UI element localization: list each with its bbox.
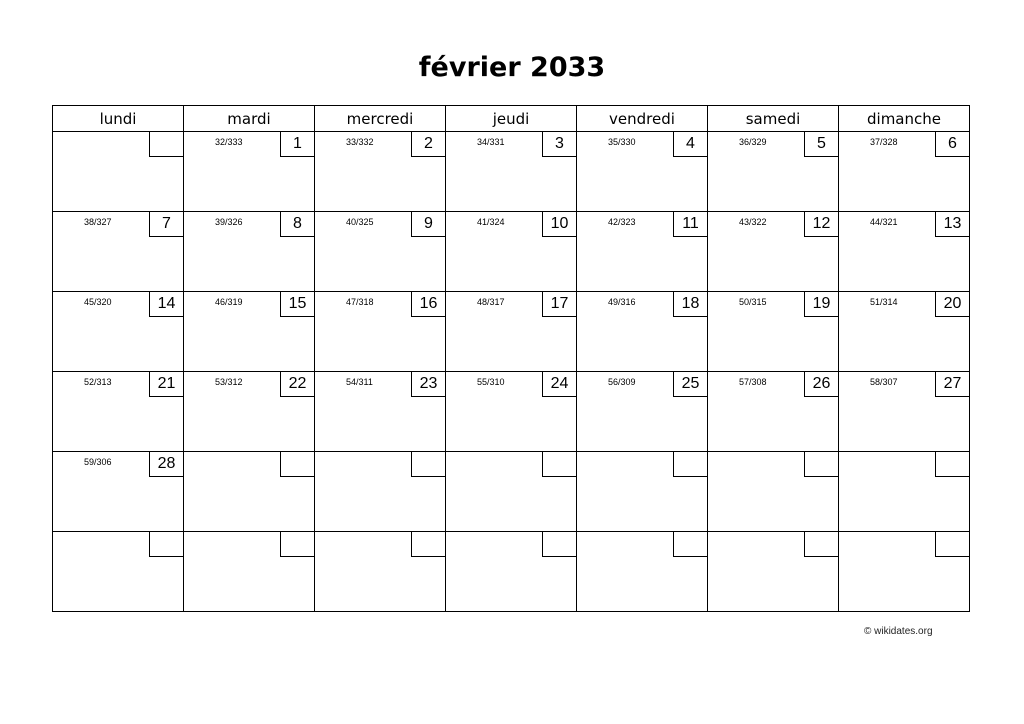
day-cell — [708, 532, 839, 612]
day-cell — [708, 372, 839, 452]
day-cell — [839, 532, 970, 612]
day-cell — [446, 452, 577, 532]
day-number: 18 — [673, 292, 707, 317]
day-number — [149, 132, 183, 157]
day-of-year: 40/325 — [346, 217, 374, 227]
day-of-year: 57/308 — [739, 377, 767, 387]
day-number — [411, 532, 445, 557]
day-cell — [577, 372, 708, 452]
day-cell — [708, 452, 839, 532]
day-cell — [184, 292, 315, 372]
weekday-header: samedi — [708, 106, 839, 132]
day-of-year: 41/324 — [477, 217, 505, 227]
day-number — [542, 532, 576, 557]
page-title: février 2033 — [418, 52, 606, 83]
day-cell — [708, 132, 839, 212]
day-number: 4 — [673, 132, 707, 157]
day-number — [542, 452, 576, 477]
day-of-year: 59/306 — [84, 457, 112, 467]
day-number: 9 — [411, 212, 445, 237]
day-number: 13 — [935, 212, 969, 237]
day-number: 20 — [935, 292, 969, 317]
day-cell — [53, 532, 184, 612]
day-cell — [53, 452, 184, 532]
day-number: 5 — [804, 132, 838, 157]
day-number: 15 — [280, 292, 314, 317]
day-of-year: 51/314 — [870, 297, 898, 307]
day-of-year: 32/333 — [215, 137, 243, 147]
day-number — [280, 532, 314, 557]
day-of-year: 42/323 — [608, 217, 636, 227]
day-of-year: 46/319 — [215, 297, 243, 307]
day-cell — [315, 212, 446, 292]
day-number — [804, 532, 838, 557]
day-of-year: 54/311 — [346, 377, 373, 387]
day-cell — [708, 292, 839, 372]
day-number: 23 — [411, 372, 445, 397]
day-number — [149, 532, 183, 557]
day-of-year: 35/330 — [608, 137, 636, 147]
day-number: 3 — [542, 132, 576, 157]
week-row — [53, 532, 970, 612]
day-cell — [577, 532, 708, 612]
day-of-year: 49/316 — [608, 297, 636, 307]
day-number: 21 — [149, 372, 183, 397]
day-number: 24 — [542, 372, 576, 397]
week-row — [53, 212, 970, 292]
day-cell — [839, 452, 970, 532]
day-cell — [446, 532, 577, 612]
day-number: 14 — [149, 292, 183, 317]
day-cell — [315, 132, 446, 212]
day-cell — [53, 372, 184, 452]
day-cell — [315, 372, 446, 452]
day-cell — [315, 532, 446, 612]
day-number: 16 — [411, 292, 445, 317]
day-number: 22 — [280, 372, 314, 397]
day-of-year: 48/317 — [477, 297, 505, 307]
weekday-header: mardi — [184, 106, 315, 132]
day-cell — [446, 212, 577, 292]
day-of-year: 45/320 — [84, 297, 112, 307]
day-number — [804, 452, 838, 477]
day-cell — [577, 292, 708, 372]
day-of-year: 53/312 — [215, 377, 243, 387]
day-cell — [577, 452, 708, 532]
day-number: 11 — [673, 212, 707, 237]
day-cell — [839, 372, 970, 452]
copyright-notice: © wikidates.org — [864, 626, 933, 637]
day-cell — [839, 212, 970, 292]
day-number: 19 — [804, 292, 838, 317]
day-number — [935, 452, 969, 477]
day-of-year: 34/331 — [477, 137, 505, 147]
day-cell — [446, 292, 577, 372]
day-number: 10 — [542, 212, 576, 237]
day-of-year: 37/328 — [870, 137, 898, 147]
day-number: 7 — [149, 212, 183, 237]
day-number — [673, 452, 707, 477]
day-cell — [53, 292, 184, 372]
day-number — [935, 532, 969, 557]
week-row — [53, 452, 970, 532]
day-number — [411, 452, 445, 477]
day-cell — [53, 132, 184, 212]
day-of-year: 52/313 — [84, 377, 112, 387]
day-cell — [184, 132, 315, 212]
day-number: 26 — [804, 372, 838, 397]
day-number: 25 — [673, 372, 707, 397]
day-number: 8 — [280, 212, 314, 237]
day-cell — [446, 132, 577, 212]
weekday-header: mercredi — [315, 106, 446, 132]
day-of-year: 58/307 — [870, 377, 898, 387]
day-of-year: 44/321 — [870, 217, 898, 227]
weekday-header: vendredi — [577, 106, 708, 132]
day-of-year: 36/329 — [739, 137, 767, 147]
day-of-year: 55/310 — [477, 377, 505, 387]
day-number: 17 — [542, 292, 576, 317]
day-of-year: 47/318 — [346, 297, 374, 307]
day-cell — [315, 292, 446, 372]
weekday-header: lundi — [53, 106, 184, 132]
day-cell — [446, 372, 577, 452]
day-cell — [184, 532, 315, 612]
day-of-year: 43/322 — [739, 217, 767, 227]
day-cell — [184, 212, 315, 292]
day-of-year: 38/327 — [84, 217, 112, 227]
day-number: 6 — [935, 132, 969, 157]
day-of-year: 50/315 — [739, 297, 767, 307]
day-number: 28 — [149, 452, 183, 477]
day-number: 12 — [804, 212, 838, 237]
day-of-year: 39/326 — [215, 217, 243, 227]
day-number — [673, 532, 707, 557]
day-cell — [708, 212, 839, 292]
week-row — [53, 292, 970, 372]
calendar-grid — [52, 105, 970, 612]
day-cell — [184, 372, 315, 452]
weekday-header-row — [53, 106, 970, 132]
day-number — [280, 452, 314, 477]
day-of-year: 33/332 — [346, 137, 374, 147]
day-cell — [315, 452, 446, 532]
day-of-year: 56/309 — [608, 377, 636, 387]
week-row — [53, 372, 970, 452]
day-number: 1 — [280, 132, 314, 157]
day-number: 2 — [411, 132, 445, 157]
day-cell — [577, 132, 708, 212]
day-cell — [839, 292, 970, 372]
weekday-header: dimanche — [839, 106, 970, 132]
week-row — [53, 132, 970, 212]
day-cell — [53, 212, 184, 292]
day-cell — [184, 452, 315, 532]
day-cell — [577, 212, 708, 292]
day-cell — [839, 132, 970, 212]
weekday-header: jeudi — [446, 106, 577, 132]
day-number: 27 — [935, 372, 969, 397]
